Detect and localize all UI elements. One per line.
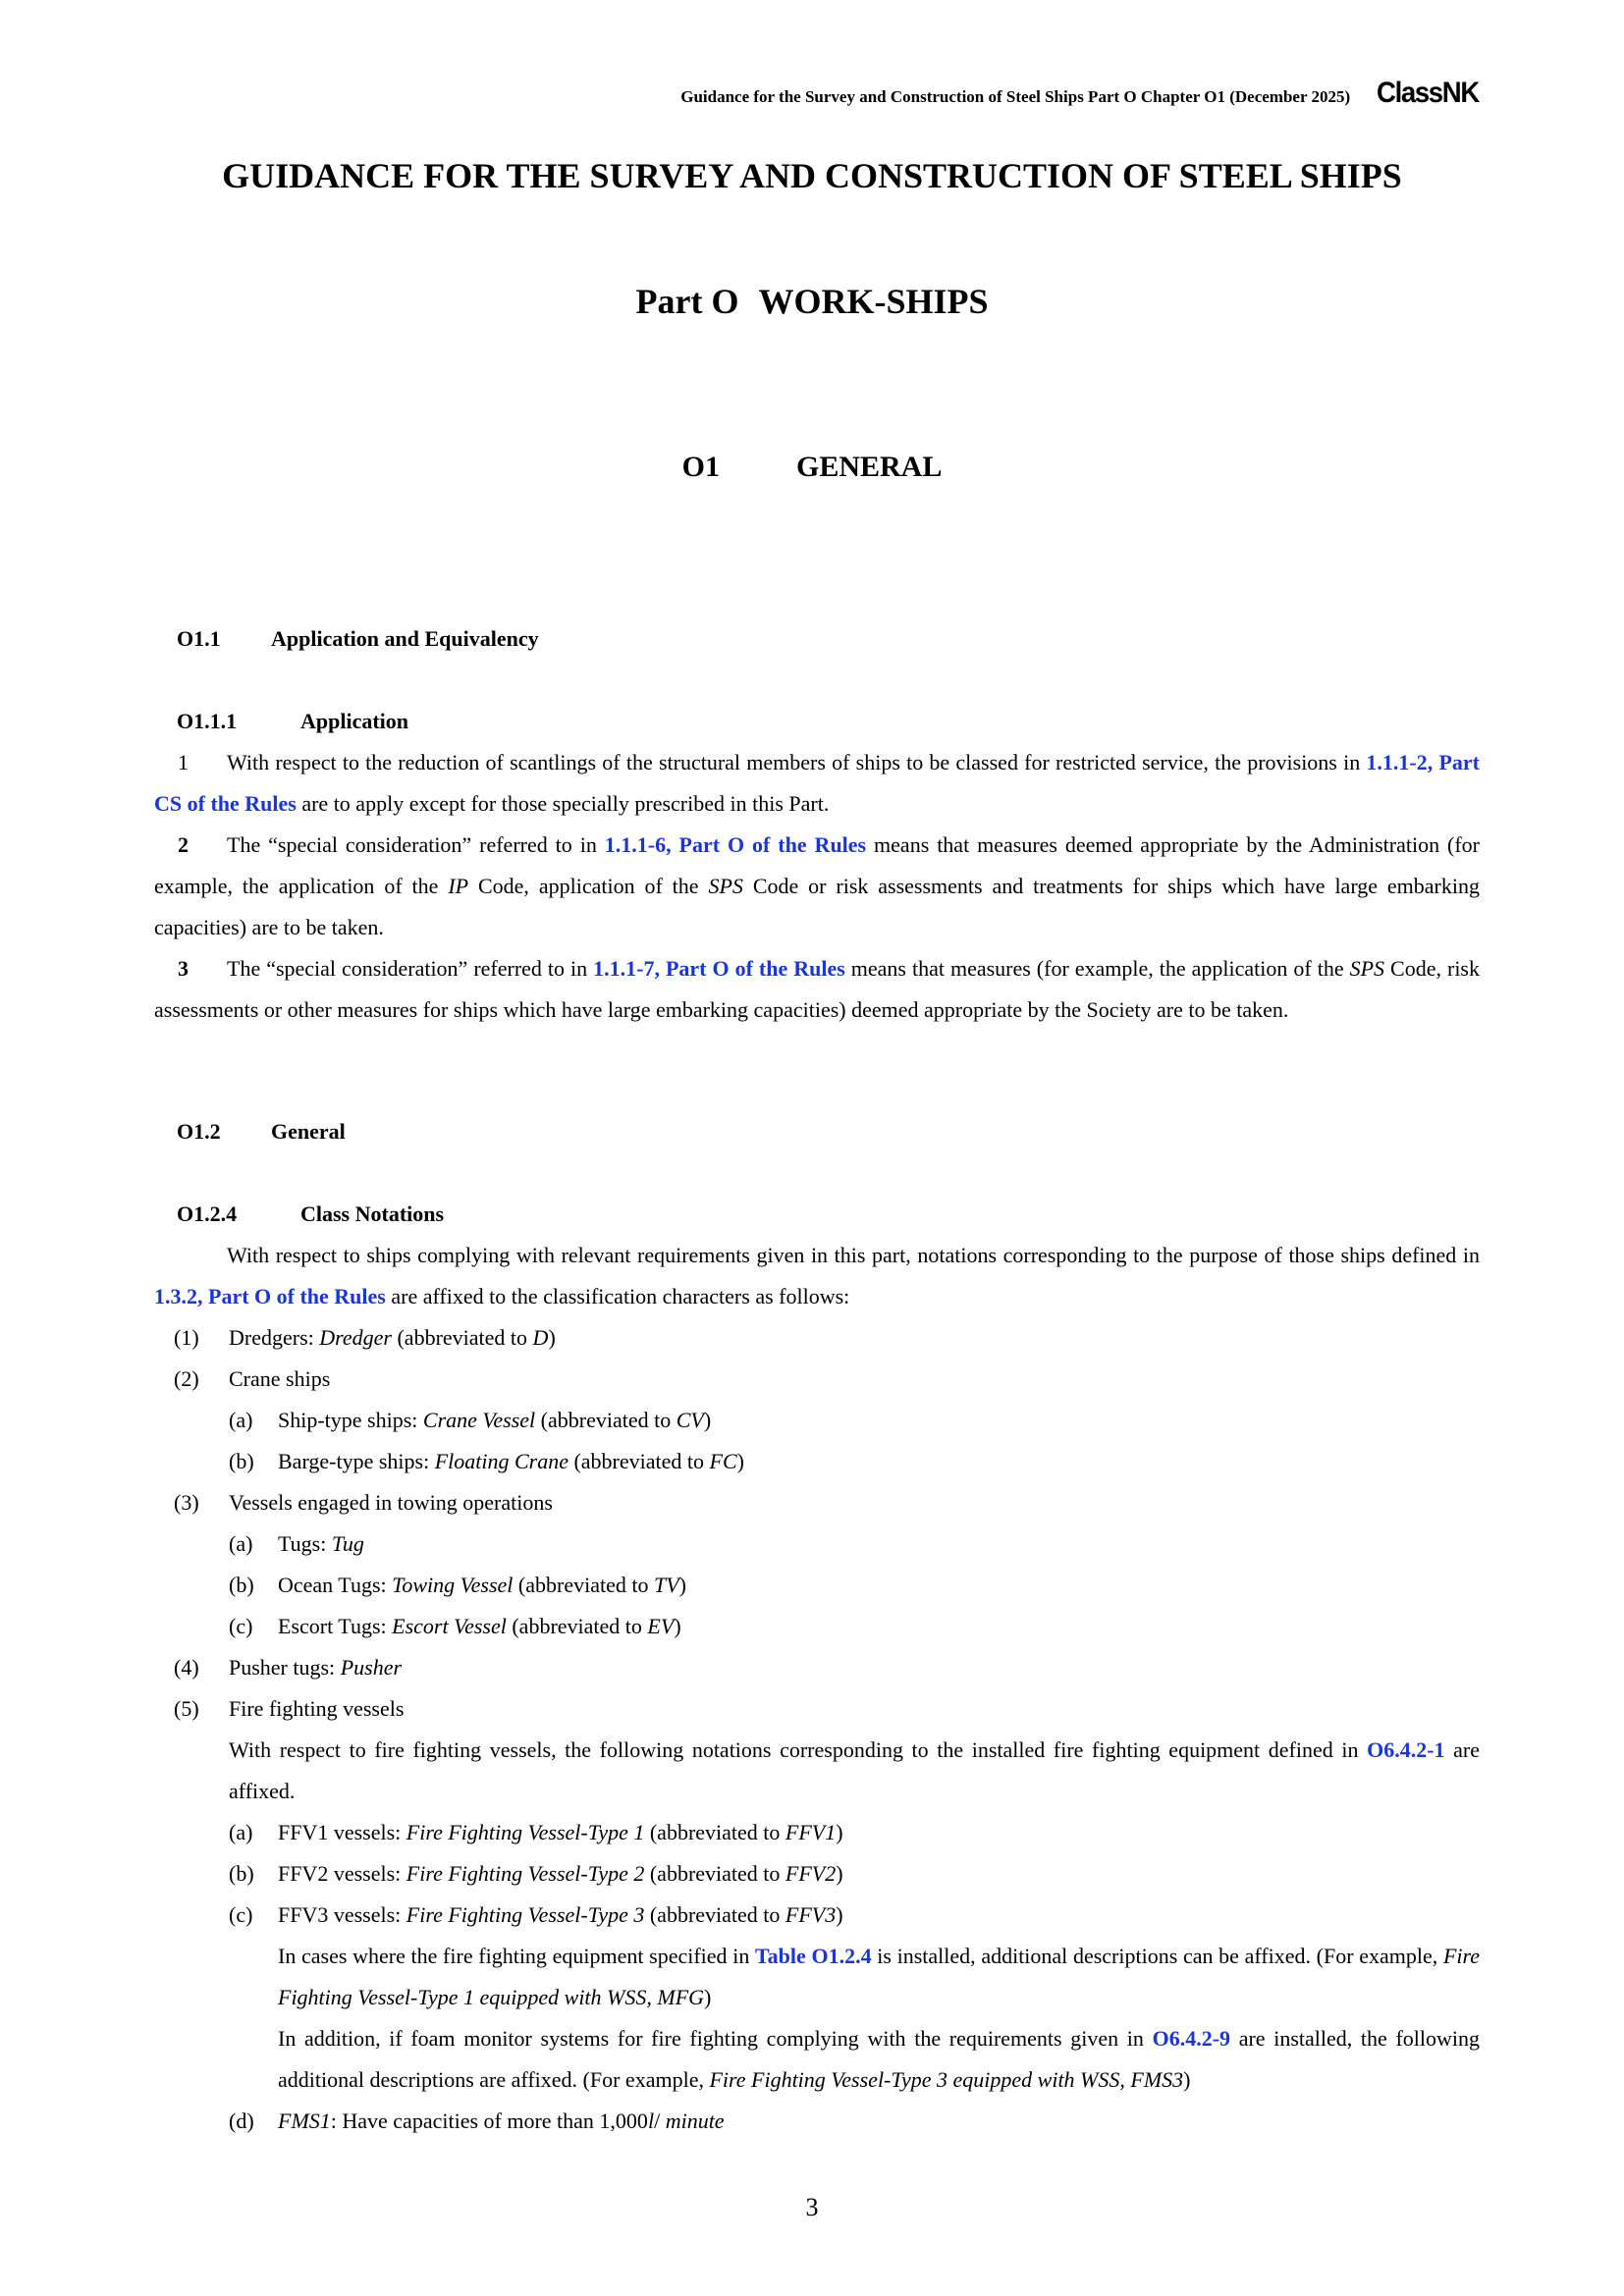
subsection-number: O1.1.1 bbox=[177, 709, 238, 733]
table-reference-link[interactable]: Table O1.2.4 bbox=[755, 1944, 872, 1968]
list-item: (5) Fire fighting vessels bbox=[174, 1696, 405, 1721]
list-item: (4) Pusher tugs: Pusher bbox=[174, 1655, 403, 1680]
running-header bbox=[680, 79, 1479, 108]
part-name: WORK-SHIPS bbox=[758, 282, 989, 321]
document-title: GUIDANCE FOR THE SURVEY AND CONSTRUCTION OF STEEL SHIPS bbox=[222, 156, 1402, 195]
subsection-number: O1.2.4 bbox=[177, 1201, 238, 1226]
page-number: 3 bbox=[805, 2193, 819, 2221]
additional-descriptions: In cases where the fire fighting equipment specified in Table O1.2.4 is installed, additional descriptions can be affixed. (For example, Fire Fighting Vessel-Type 1 equipped with WSS, MFG) bbox=[278, 1944, 1480, 2009]
list-item: (3) Vessels engaged in towing operations bbox=[174, 1490, 553, 1515]
rule-reference-link[interactable]: 1.1.1-6, Part O of the Rules bbox=[604, 832, 867, 857]
paragraph-3: 3 The “special consideration” referred to in 1.1.1-7, Part O of the Rules means that measures (for example, the application of the SPS Code, risk assessments or other measures for ships which have large embarking capacities) deemed appropriate by the Society are to be taken. bbox=[154, 948, 1480, 1031]
list-item: (c) Escort Tugs: Escort Vessel (abbreviated to EV) bbox=[229, 1614, 681, 1638]
section-title: Application and Equivalency bbox=[271, 626, 539, 651]
rule-reference-link[interactable]: 1.1.1-7, Part O of the Rules bbox=[593, 956, 845, 981]
section-heading-o1-1 bbox=[177, 626, 539, 652]
list-item: (a) FFV1 vessels: Fire Fighting Vessel-Type 1 (abbreviated to FFV1) bbox=[229, 1820, 843, 1844]
rule-reference-link[interactable]: 1.3.2, Part O of the Rules bbox=[154, 1284, 386, 1308]
subsection-heading-o1-1-1 bbox=[177, 709, 408, 734]
list-item: (1) Dredgers: Dredger (abbreviated to D) bbox=[174, 1325, 556, 1350]
list-item: (2) Crane ships bbox=[174, 1366, 331, 1391]
part-number: Part O bbox=[635, 282, 739, 321]
foam-monitor-descriptions: In addition, if foam monitor systems for fire fighting complying with the requirements given in O6.4.2-9 are installed, the following additional descriptions are affixed. (For example, Fire Fighting Vessel-Type 3 equipped with WSS, FMS3) bbox=[278, 2026, 1480, 2092]
chapter-name: GENERAL bbox=[795, 451, 943, 483]
list-item: (b) Barge-type ships: Floating Crane (abbreviated to FC) bbox=[229, 1449, 744, 1473]
section-heading-o1-2 bbox=[177, 1119, 346, 1145]
notations-intro: With respect to ships complying with relevant requirements given in this part, notations corresponding to the purpose of those ships defined in 1.3.2, Part O of the Rules are affixed to the classification characters as follows: bbox=[154, 1243, 1480, 1308]
chapter-title bbox=[0, 451, 1624, 484]
chapter-number: O1 bbox=[681, 451, 720, 483]
fire-fighting-intro: With respect to fire fighting vessels, the following notations corresponding to the installed fire fighting equipment defined in O6.4.2-1 are affixed. bbox=[229, 1737, 1480, 1803]
part-title bbox=[0, 281, 1624, 322]
rule-reference-link[interactable]: O6.4.2-1 bbox=[1367, 1737, 1445, 1762]
list-item: (c) FFV3 vessels: Fire Fighting Vessel-Type 3 (abbreviated to FFV3) bbox=[229, 1902, 843, 1927]
list-item: (d) FMS1: Have capacities of more than 1,000l/ minute bbox=[229, 2109, 725, 2133]
class-notations-body bbox=[154, 1235, 1480, 2142]
subsection-title: Application bbox=[300, 709, 409, 733]
section-title: General bbox=[271, 1119, 346, 1144]
paragraph-number: 1 bbox=[178, 750, 189, 774]
classnk-logo: ClassNK bbox=[1377, 77, 1479, 109]
section-number: O1.1 bbox=[177, 626, 221, 651]
list-item: (b) FFV2 vessels: Fire Fighting Vessel-Type 2 (abbreviated to FFV2) bbox=[229, 1861, 843, 1886]
paragraph-number: 2 bbox=[178, 832, 189, 857]
paragraph-number: 3 bbox=[178, 956, 189, 981]
application-body bbox=[154, 742, 1480, 1031]
list-item: (b) Ocean Tugs: Towing Vessel (abbreviated to TV) bbox=[229, 1573, 686, 1597]
rule-reference-link[interactable]: O6.4.2-9 bbox=[1152, 2026, 1231, 2051]
paragraph-1: 1 With respect to the reduction of scantlings of the structural members of ships to be classed for restricted service, the provisions in 1.1.1-2, Part CS of the Rules are to apply except for those specially prescribed in this Part. bbox=[154, 742, 1480, 825]
running-title: Guidance for the Survey and Construction of Steel Ships Part O Chapter O1 (December 2025) bbox=[680, 87, 1351, 106]
list-item: (a) Tugs: Tug bbox=[229, 1531, 364, 1556]
subsection-title: Class Notations bbox=[300, 1201, 445, 1226]
paragraph-2: 2 The “special consideration” referred to in 1.1.1-6, Part O of the Rules means that measures deemed appropriate by the Administration (for example, the application of the IP Code, application of the SPS Code or risk assessments and treatments for ships which have large embarking capacities) are to be taken. bbox=[154, 825, 1480, 948]
subsection-heading-o1-2-4 bbox=[177, 1201, 444, 1227]
list-item: (a) Ship-type ships: Crane Vessel (abbreviated to CV) bbox=[229, 1408, 712, 1432]
section-number: O1.2 bbox=[177, 1119, 221, 1144]
rule-reference-link[interactable]: 1.1.1-2, Part CS of the Rules bbox=[154, 750, 1480, 816]
